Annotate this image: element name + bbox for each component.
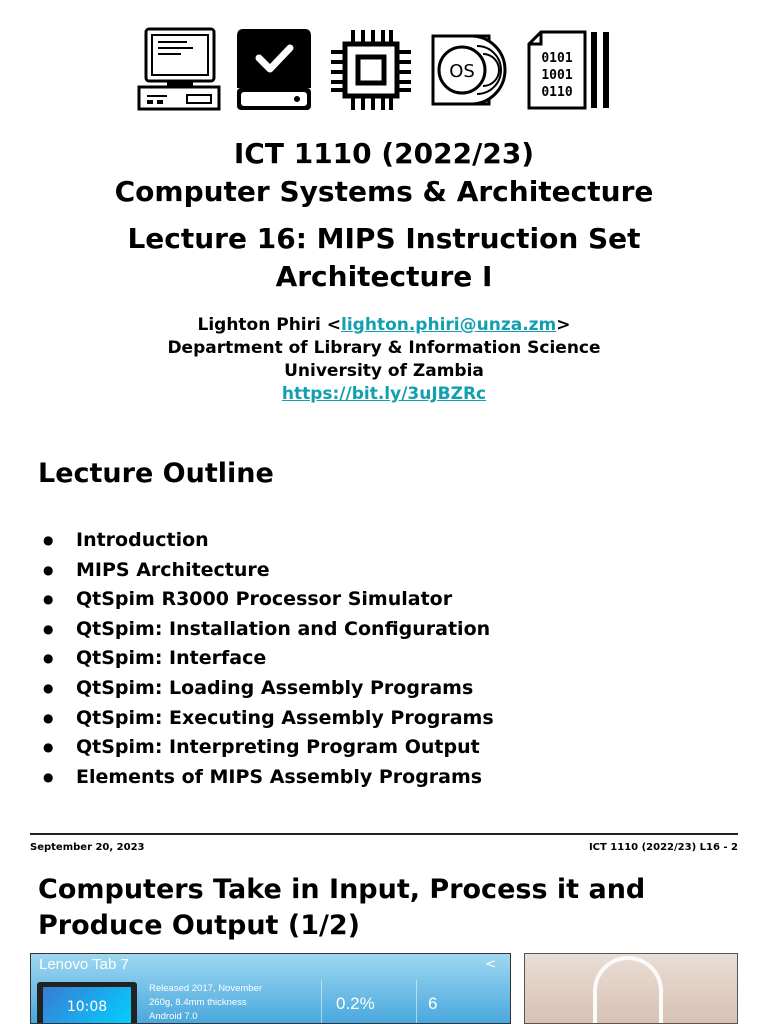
- outline-item: ● QtSpim: Interpreting Program Output: [40, 733, 740, 763]
- outline-item: ● QtSpim: Interface: [40, 644, 740, 674]
- outline-item: ● Introduction: [40, 526, 740, 556]
- course-code: ICT 1110 (2022/23): [233, 137, 535, 170]
- lecture-title-line1: Lecture 16: MIPS Instruction Set: [127, 222, 641, 255]
- header-icon-row: [137, 26, 617, 112]
- bag-handle: [593, 956, 663, 1024]
- footer-date: September 20, 2023: [30, 842, 145, 853]
- share-icon: <: [485, 957, 496, 972]
- next-slide-heading-line1: Computers Take in Input, Process it and: [38, 874, 646, 905]
- outline-item: ● QtSpim R3000 Processor Simulator: [40, 585, 740, 615]
- outline-item: ● Elements of MIPS Assembly Programs: [40, 763, 740, 793]
- author-name: Lighton Phiri <: [197, 315, 342, 335]
- footer-slide-ref: ICT 1110 (2022/23) L16 - 2: [588, 842, 738, 853]
- outline-item: ● QtSpim: Loading Assembly Programs: [40, 674, 740, 704]
- stat-divider: [321, 980, 322, 1024]
- outline-item: ● QtSpim: Installation and Configuration: [40, 615, 740, 645]
- svg-text:0110: 0110: [541, 85, 573, 100]
- outline-list: [40, 526, 740, 792]
- outline-item: ● MIPS Architecture: [40, 556, 740, 586]
- university: University of Zambia: [284, 361, 484, 381]
- short-url-line: [0, 383, 768, 406]
- course-title: Computer Systems & Architecture: [114, 175, 654, 208]
- author-email-link[interactable]: lighton.phiri@unza.zm: [341, 315, 557, 335]
- svg-text:0101: 0101: [541, 51, 573, 66]
- author-line: [0, 314, 768, 337]
- svg-text:1001: 1001: [541, 68, 573, 83]
- svg-text:OS: OS: [449, 61, 475, 82]
- tablet-screen-time: 10:08: [43, 987, 131, 1024]
- popularity-stat: 0.2%: [336, 994, 375, 1013]
- cpu-chip-icon: [329, 26, 413, 112]
- outline-heading: Lecture Outline: [38, 458, 274, 489]
- fans-stat: 6: [428, 994, 438, 1013]
- author-name-suffix: >: [556, 315, 571, 335]
- storage-drive-check-icon: [233, 26, 317, 112]
- tablet-specs: [149, 982, 262, 1024]
- next-slide-heading: [38, 872, 738, 944]
- department: Department of Library & Information Science: [167, 338, 601, 358]
- tablet-screenshot-image: [30, 953, 511, 1024]
- stat-divider: [416, 980, 417, 1024]
- os-disc-icon: [431, 26, 517, 112]
- short-url-link[interactable]: https://bit.ly/3uJBZRc: [281, 384, 487, 404]
- spec-weight: 260g, 8.4mm thickness: [149, 997, 247, 1008]
- lecture-title-line2: Architecture I: [275, 260, 493, 293]
- shopping-bag-image: [524, 953, 738, 1024]
- desktop-computer-icon: [137, 26, 221, 112]
- spec-os: Android 7.0: [149, 1011, 198, 1022]
- footer-divider: [30, 833, 738, 835]
- next-slide-heading-line2: Produce Output (1/2): [38, 910, 360, 941]
- spec-released: Released 2017, November: [149, 983, 263, 994]
- tablet-title: Lenovo Tab 7: [39, 956, 129, 973]
- binary-file-icon: [527, 26, 615, 112]
- tablet-device-picture: [37, 982, 137, 1024]
- outline-item: ● QtSpim: Executing Assembly Programs: [40, 704, 740, 734]
